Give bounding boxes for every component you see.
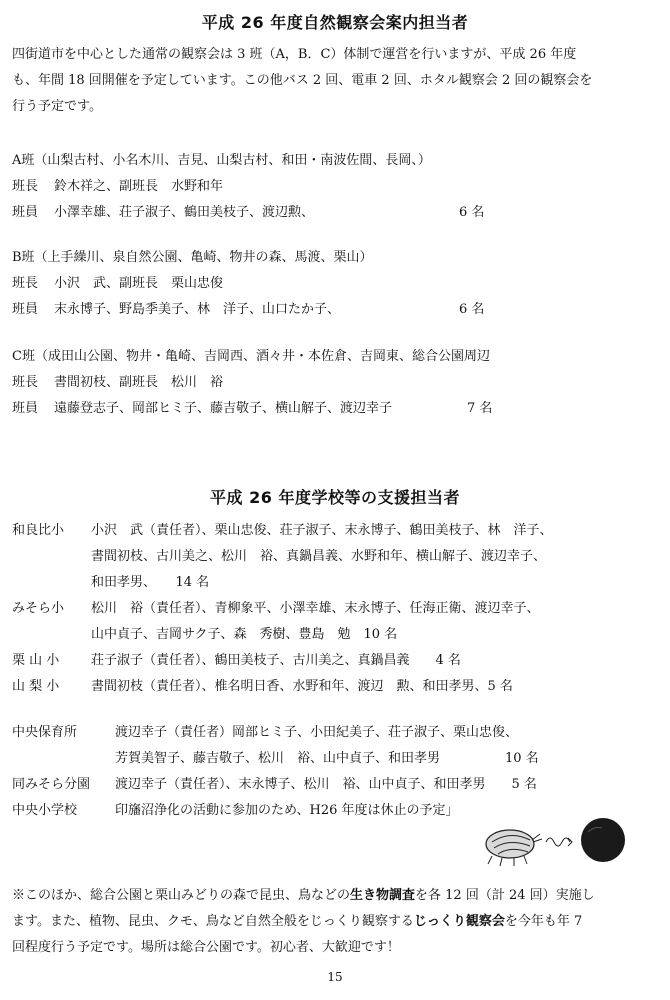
note-line-1-text-a: ※このほか、総合公園と栗山みどりの森で昆虫、鳥などの <box>12 888 351 903</box>
title-guide-staff: 平成 26 年度自然観察会案内担当者 <box>201 13 469 32</box>
note-bold-survey: 生き物調査 <box>350 888 416 903</box>
group-b-heading: B班（上手繰川、泉自然公園、亀崎、物井の森、馬渡、栗山） <box>12 250 373 265</box>
group-a-leader-row <box>12 178 223 196</box>
group-c-count: 7 名 <box>467 401 493 416</box>
leader-label: 班長 <box>12 375 39 390</box>
group-c-members: 遠藤登志子、岡部ヒミ子、藤吉敬子、横山解子、渡辺幸子 <box>54 401 393 416</box>
motion-arrow-icon <box>546 838 572 846</box>
group-b-leader: 小沢 武、副班長 栗山忠俊 <box>54 276 224 291</box>
group-c-members-row <box>12 400 512 418</box>
intro-line-3: 行う予定です。 <box>12 99 102 114</box>
intro-line-1: 四街道市を中心とした通常の観察会は 3 班（A，B．C）体制で運営を行いますが、平成 26 年度 <box>12 47 577 62</box>
school-name-warabi: 和良比小 <box>12 523 65 538</box>
note-line-2-text-c: を今年も年 7 <box>504 914 583 929</box>
black-ball-icon <box>581 818 625 862</box>
leader-label: 班長 <box>12 276 39 291</box>
title-school-support: 平成 26 年度学校等の支援担当者 <box>210 488 460 507</box>
school-name-yamanashi: 山 梨 小 <box>12 679 60 694</box>
intro-line-2: も、年間 18 回開催を予定しています。この他バス 2 回、電車 2 回、ホタル観察会 2 回の観察会を <box>12 73 593 88</box>
members-label: 班員 <box>12 302 39 317</box>
group-c-heading: C班（成田山公園、物井・亀崎、吉岡西、酒々井・本佐倉、吉岡東、総合公園周辺 <box>12 349 490 364</box>
group-a-leader: 鈴木祥之、副班長 水野和年 <box>54 179 224 194</box>
page-number: 15 <box>327 970 343 984</box>
school-warabi-line-2: 書間初枝、古川美之、松川 裕、真鍋昌義、水野和年、横山解子、渡辺幸子、 <box>91 549 547 564</box>
school-name-misora: みそら小 <box>12 601 65 616</box>
school-central-elementary-line-1: 印旛沼浄化の活動に参加のため、H26 年度は休止の予定」 <box>115 803 459 818</box>
group-c-leader: 書間初枝、副班長 松川 裕 <box>54 375 224 390</box>
school-name-kuriyama: 栗 山 小 <box>12 653 60 668</box>
school-warabi-line-1: 小沢 武（責任者）、栗山忠俊、荘子淑子、末永博子、鶴田美枝子、林 洋子、 <box>91 523 553 538</box>
school-misora-line-2: 山中貞子、吉岡サク子、森 秀樹、豊島 勉 10 名 <box>91 627 398 642</box>
group-b-leader-row <box>12 275 223 293</box>
school-yamanashi-line-1: 書間初枝（責任者）、椎名明日香、水野和年、渡辺 勲、和田孝男、5 名 <box>91 679 513 694</box>
group-a-members: 小澤幸雄、荘子淑子、鶴田美枝子、渡辺勲、 <box>54 205 315 220</box>
bug-and-ball-illustration <box>480 812 630 872</box>
members-label: 班員 <box>12 205 39 220</box>
group-b-members-row <box>12 301 492 319</box>
note-line-2 <box>12 913 582 931</box>
school-name-central-elementary: 中央小学校 <box>12 803 78 818</box>
leader-label: 班長 <box>12 179 39 194</box>
note-line-3: 回程度行う予定です。場所は総合公園です。初心者、大歓迎です！ <box>12 940 400 955</box>
school-central-nursery-line-2: 芳賀美智子、藤吉敬子、松川 裕、山中貞子、和田孝男 10 名 <box>115 751 539 766</box>
group-a-members-row <box>12 204 492 222</box>
school-misora-branch-line-1: 渡辺幸子（責任者）、末永博子、松川 裕、山中貞子、和田孝男 5 名 <box>115 777 537 792</box>
group-b-members: 末永博子、野島季美子、林 洋子、山口たか子、 <box>54 302 341 317</box>
school-kuriyama-line-1: 荘子淑子（責任者）、鶴田美枝子、古川美之、真鍋昌義 4 名 <box>91 653 461 668</box>
note-line-1 <box>12 887 595 905</box>
school-central-nursery-line-1: 渡辺幸子（責任者）岡部ヒミ子、小田紀美子、荘子淑子、栗山忠俊、 <box>115 725 519 740</box>
group-c-leader-row <box>12 374 223 392</box>
members-label: 班員 <box>12 401 39 416</box>
group-a-heading: A班（山梨古村、小名木川、吉見、山梨古村、和田・南波佐間、長岡、） <box>12 153 431 168</box>
school-warabi-line-3: 和田孝男、 14 名 <box>91 575 210 590</box>
note-line-1-text-c: を各 12 回（計 24 回）実施し <box>415 888 595 903</box>
school-misora-line-1: 松川 裕（責任者）、青柳象平、小澤幸雄、末永博子、任海正衛、渡辺幸子、 <box>91 601 540 616</box>
school-name-misora-branch: 同みそら分園 <box>12 777 91 792</box>
school-name-central-nursery: 中央保育所 <box>12 725 78 740</box>
pill-bug-icon <box>486 830 542 866</box>
note-bold-observation: じっくり観察会 <box>413 914 505 929</box>
group-a-count: 6 名 <box>459 205 485 220</box>
group-b-count: 6 名 <box>459 302 485 317</box>
note-line-2-text-a: ます。また、植物、昆虫、クモ、鳥など自然全般をじっくり観察する <box>12 914 414 929</box>
